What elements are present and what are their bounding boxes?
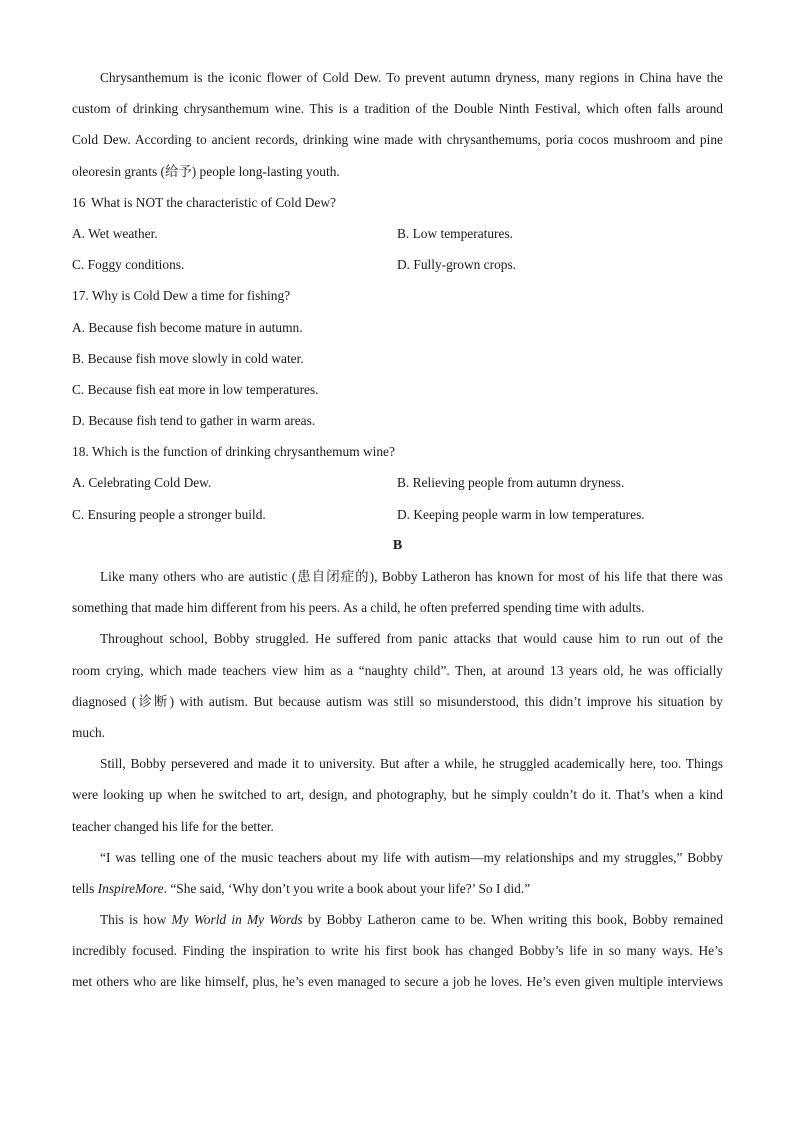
text-span: tells xyxy=(72,880,98,896)
text-line: diagnosed (诊断) with autism. But because autism was still so misunderstood, this didn’t improve his situation by xyxy=(72,693,723,709)
question-stem xyxy=(72,187,723,218)
stray-mark: ˙ xyxy=(85,198,89,208)
section-heading: B xyxy=(392,537,403,553)
question-text: Why is Cold Dew a time for fishing? xyxy=(91,288,291,304)
question-18 xyxy=(72,436,723,530)
text-line: Cold Dew. According to ancient records, drinking wine made with chrysanthemums, poria cocos mushroom and pine xyxy=(72,132,723,148)
question-stem xyxy=(72,436,723,467)
text-line: something that made him different from his peers. As a child, he often preferred spending time with adults. xyxy=(72,600,645,616)
text-line: Throughout school, Bobby struggled. He suffered from panic attacks that would cause him to run out of the xyxy=(100,631,723,647)
option-row xyxy=(72,218,723,249)
question-text: Which is the function of drinking chrysanthemum wine? xyxy=(91,444,395,460)
text-line: were looking up when he switched to art, design, and photography, but he simply couldn’t do it. That’s when a kind xyxy=(72,787,723,803)
text-line: met others who are like himself, plus, he’s even managed to secure a job he loves. He’s even given multiple interviews xyxy=(72,974,723,990)
text-span: . “She said, ‘Why don’t you write a book about your life?’ So I did.” xyxy=(163,880,531,896)
text-line: room crying, which made teachers view him as a “naughty child”. Then, at around 13 years old, he was officially xyxy=(72,662,723,678)
text-line: Chrysanthemum is the iconic flower of Cold Dew. To prevent autumn dryness, many regions in China have the xyxy=(100,70,723,85)
question-number: 17. xyxy=(72,288,89,304)
option-c: C. Foggy conditions. xyxy=(72,257,185,273)
text-line: custom of drinking chrysanthemum wine. This is a tradition of the Double Ninth Festival, which often falls around xyxy=(72,101,723,117)
text-line: much. xyxy=(72,724,106,740)
section-b-paragraph-5 xyxy=(72,904,723,998)
passage-a-paragraph xyxy=(72,62,723,187)
option-a: A. Because fish become mature in autumn. xyxy=(72,319,303,335)
text-line: oleoresin grants (给予) people long-lasting youth. xyxy=(72,163,340,179)
option-c: C. Because fish eat more in low temperatures. xyxy=(72,381,319,397)
option-d: D. Keeping people warm in low temperatures. xyxy=(397,506,645,522)
text-line: incredibly focused. Finding the inspiration to write his first book has changed Bobby’s life in so many ways. He’s xyxy=(72,943,723,959)
text-line: teacher changed his life for the better. xyxy=(72,818,274,834)
option-row xyxy=(72,467,723,498)
option-row xyxy=(72,249,723,280)
publication-name: InspireMore xyxy=(97,880,164,896)
option-row xyxy=(72,499,723,530)
section-b-paragraph-1 xyxy=(72,561,723,623)
section-b-paragraph-3 xyxy=(72,748,723,842)
option-d: D. Fully-grown crops. xyxy=(397,257,517,273)
text-line: Like many others who are autistic (患自闭症的), Bobby Latheron has known for most of his life that there was xyxy=(100,569,723,584)
section-b-paragraph-2 xyxy=(72,623,723,748)
text-line xyxy=(72,904,723,935)
option-b: B. Low temperatures. xyxy=(397,225,514,241)
text-span: This is how xyxy=(100,912,172,928)
question-number: 16 xyxy=(72,194,86,210)
text-line: “I was telling one of the music teachers about my life with autism—my relationships and my struggles,” Bobby xyxy=(100,849,723,865)
option-c: C. Ensuring people a stronger build. xyxy=(72,506,266,522)
text-span: by Bobby Latheron came to be. When writing this book, Bobby remained xyxy=(302,912,724,928)
option-a: A. Wet weather. xyxy=(72,225,158,241)
question-text: What is NOT the characteristic of Cold Dew? xyxy=(91,194,336,210)
option-b: B. Because fish move slowly in cold water. xyxy=(72,350,304,366)
book-title: My World in My Words xyxy=(171,912,303,928)
option-a: A. Celebrating Cold Dew. xyxy=(72,475,212,491)
section-b-paragraph-4 xyxy=(72,842,723,904)
option-d: D. Because fish tend to gather in warm areas. xyxy=(72,413,316,429)
question-stem xyxy=(72,280,723,311)
document-page xyxy=(72,62,723,998)
text-line xyxy=(72,873,723,904)
question-number: 18. xyxy=(72,444,89,460)
question-17 xyxy=(72,280,723,436)
text-line: Still, Bobby persevered and made it to university. But after a while, he struggled academically here, too. Things xyxy=(100,756,723,772)
question-16 xyxy=(72,187,723,281)
option-b: B. Relieving people from autumn dryness. xyxy=(397,475,625,491)
